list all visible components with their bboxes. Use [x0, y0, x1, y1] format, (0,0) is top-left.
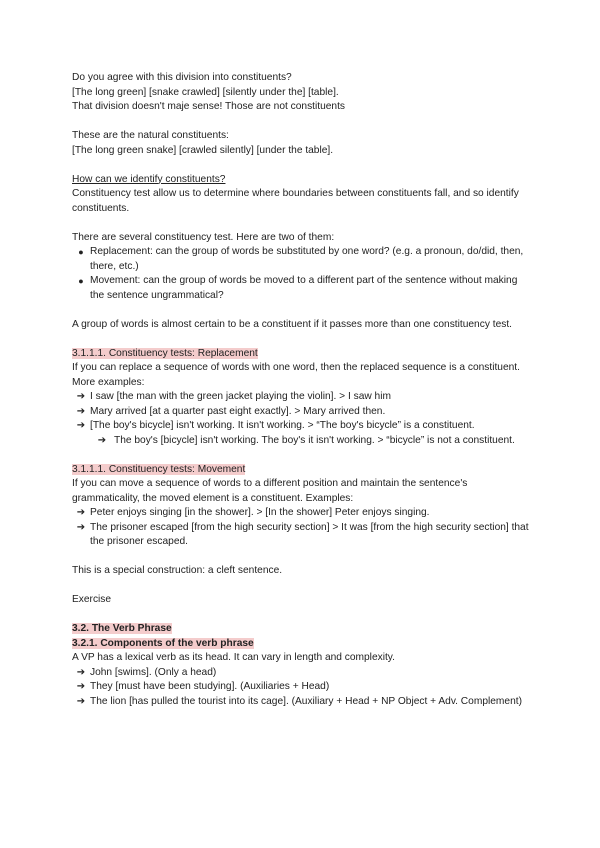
list-item: [72, 245, 532, 274]
document-page: [72, 71, 532, 709]
verb-phrase-example: John [swims]. (Only a head): [90, 666, 217, 678]
replacement-example: I saw [the man with the green jacket playing the violin]. > I saw him: [90, 391, 391, 402]
arrow-icon: ➔: [76, 507, 86, 518]
arrow-icon: ➔: [76, 666, 86, 678]
list-item: [72, 405, 532, 420]
replacement-text: If you can replace a sequence of words with one word, then the replaced sequence is a constituent. More examples:: [72, 362, 520, 388]
tests-intro: There are several constituency test. Here are two of them:: [72, 231, 335, 243]
arrow-icon: ➔: [97, 434, 107, 446]
bullet-text-replacement: Replacement: can the group of words be substituted by one word? (e.g. a pronoun, do/did, then, there, etc.): [90, 246, 524, 272]
verb-phrase-text: A VP has a lexical verb as its head. It can vary in length and complexity.: [72, 652, 395, 663]
arrow-icon: ➔: [76, 391, 86, 402]
list-item: [72, 695, 532, 710]
identify-heading: How can we identify constituents?: [72, 173, 226, 185]
list-item: [72, 274, 532, 303]
intro-question: Do you agree with this division into constituents?: [72, 72, 292, 83]
arrow-icon: ➔: [76, 695, 86, 707]
bullet-icon: ●: [78, 276, 84, 286]
verb-phrase-example: The lion [has pulled the tourist into its cage]. (Auxiliary + Head + NP Object + Adv. Complement): [90, 695, 522, 707]
tests-conclusion: A group of words is almost certain to be a constituent if it passes more than one constituency test.: [72, 318, 512, 330]
verb-phrase-subheading: 3.2.1. Components of the verb phrase: [72, 637, 254, 649]
cleft-note: This is a special construction: a cleft sentence.: [72, 565, 283, 576]
movement-text: If you can move a sequence of words to a different position and maintain the sentence's grammaticality, the moved element is a constituent. Examples:: [72, 478, 468, 504]
intro-wrong-division: [The long green] [snake crawled] [silently under the] [table].: [72, 86, 339, 98]
exercise-label: Exercise: [72, 594, 112, 605]
natural-constituents-label: These are the natural constituents:: [72, 130, 229, 141]
replacement-heading: 3.1.1.1. Constituency tests: Replacement: [72, 347, 258, 359]
verb-phrase-example: They [must have been studying]. (Auxiliaries + Head): [90, 681, 330, 692]
bullet-text-movement: Movement: can the group of words be moved to a different part of the sentence without making the sentence ungrammatical?: [90, 275, 518, 301]
bullet-icon: ●: [78, 247, 84, 257]
list-item: [72, 419, 532, 434]
list-item: [72, 434, 532, 449]
arrow-icon: ➔: [76, 521, 86, 533]
intro-comment: That division doesn't maje sense! Those are not constituents: [72, 101, 346, 112]
list-item: [72, 666, 532, 681]
replacement-example: [The boy's bicycle] isn't working. It isn't working. > “The boy's bicycle” is a constituent.: [90, 420, 475, 431]
replacement-subexample: The boy's [bicycle] isn't working. The boy's it isn't working. > “bicycle” is not a constituent.: [114, 434, 515, 446]
arrow-icon: ➔: [76, 681, 86, 692]
movement-example: The prisoner escaped [from the high security section] > It was [from the high security section] that the prisoner escaped.: [90, 521, 529, 547]
verb-phrase-heading: 3.2. The Verb Phrase: [72, 623, 172, 634]
movement-heading: 3.1.1.1. Constituency tests: Movement: [72, 463, 246, 475]
natural-constituents-example: [The long green snake] [crawled silently] [under the table].: [72, 144, 334, 156]
arrow-icon: ➔: [76, 420, 86, 431]
arrow-icon: ➔: [76, 405, 86, 417]
list-item: [72, 521, 532, 550]
identify-text: Constituency test allow us to determine where boundaries between constituents fall, and so identify constituents.: [72, 188, 519, 214]
movement-example: Peter enjoys singing [in the shower]. > [In the shower] Peter enjoys singing.: [90, 507, 430, 518]
list-item: [72, 506, 532, 521]
replacement-example: Mary arrived [at a quarter past eight exactly]. > Mary arrived then.: [90, 405, 386, 417]
list-item: [72, 680, 532, 695]
list-item: [72, 390, 532, 405]
